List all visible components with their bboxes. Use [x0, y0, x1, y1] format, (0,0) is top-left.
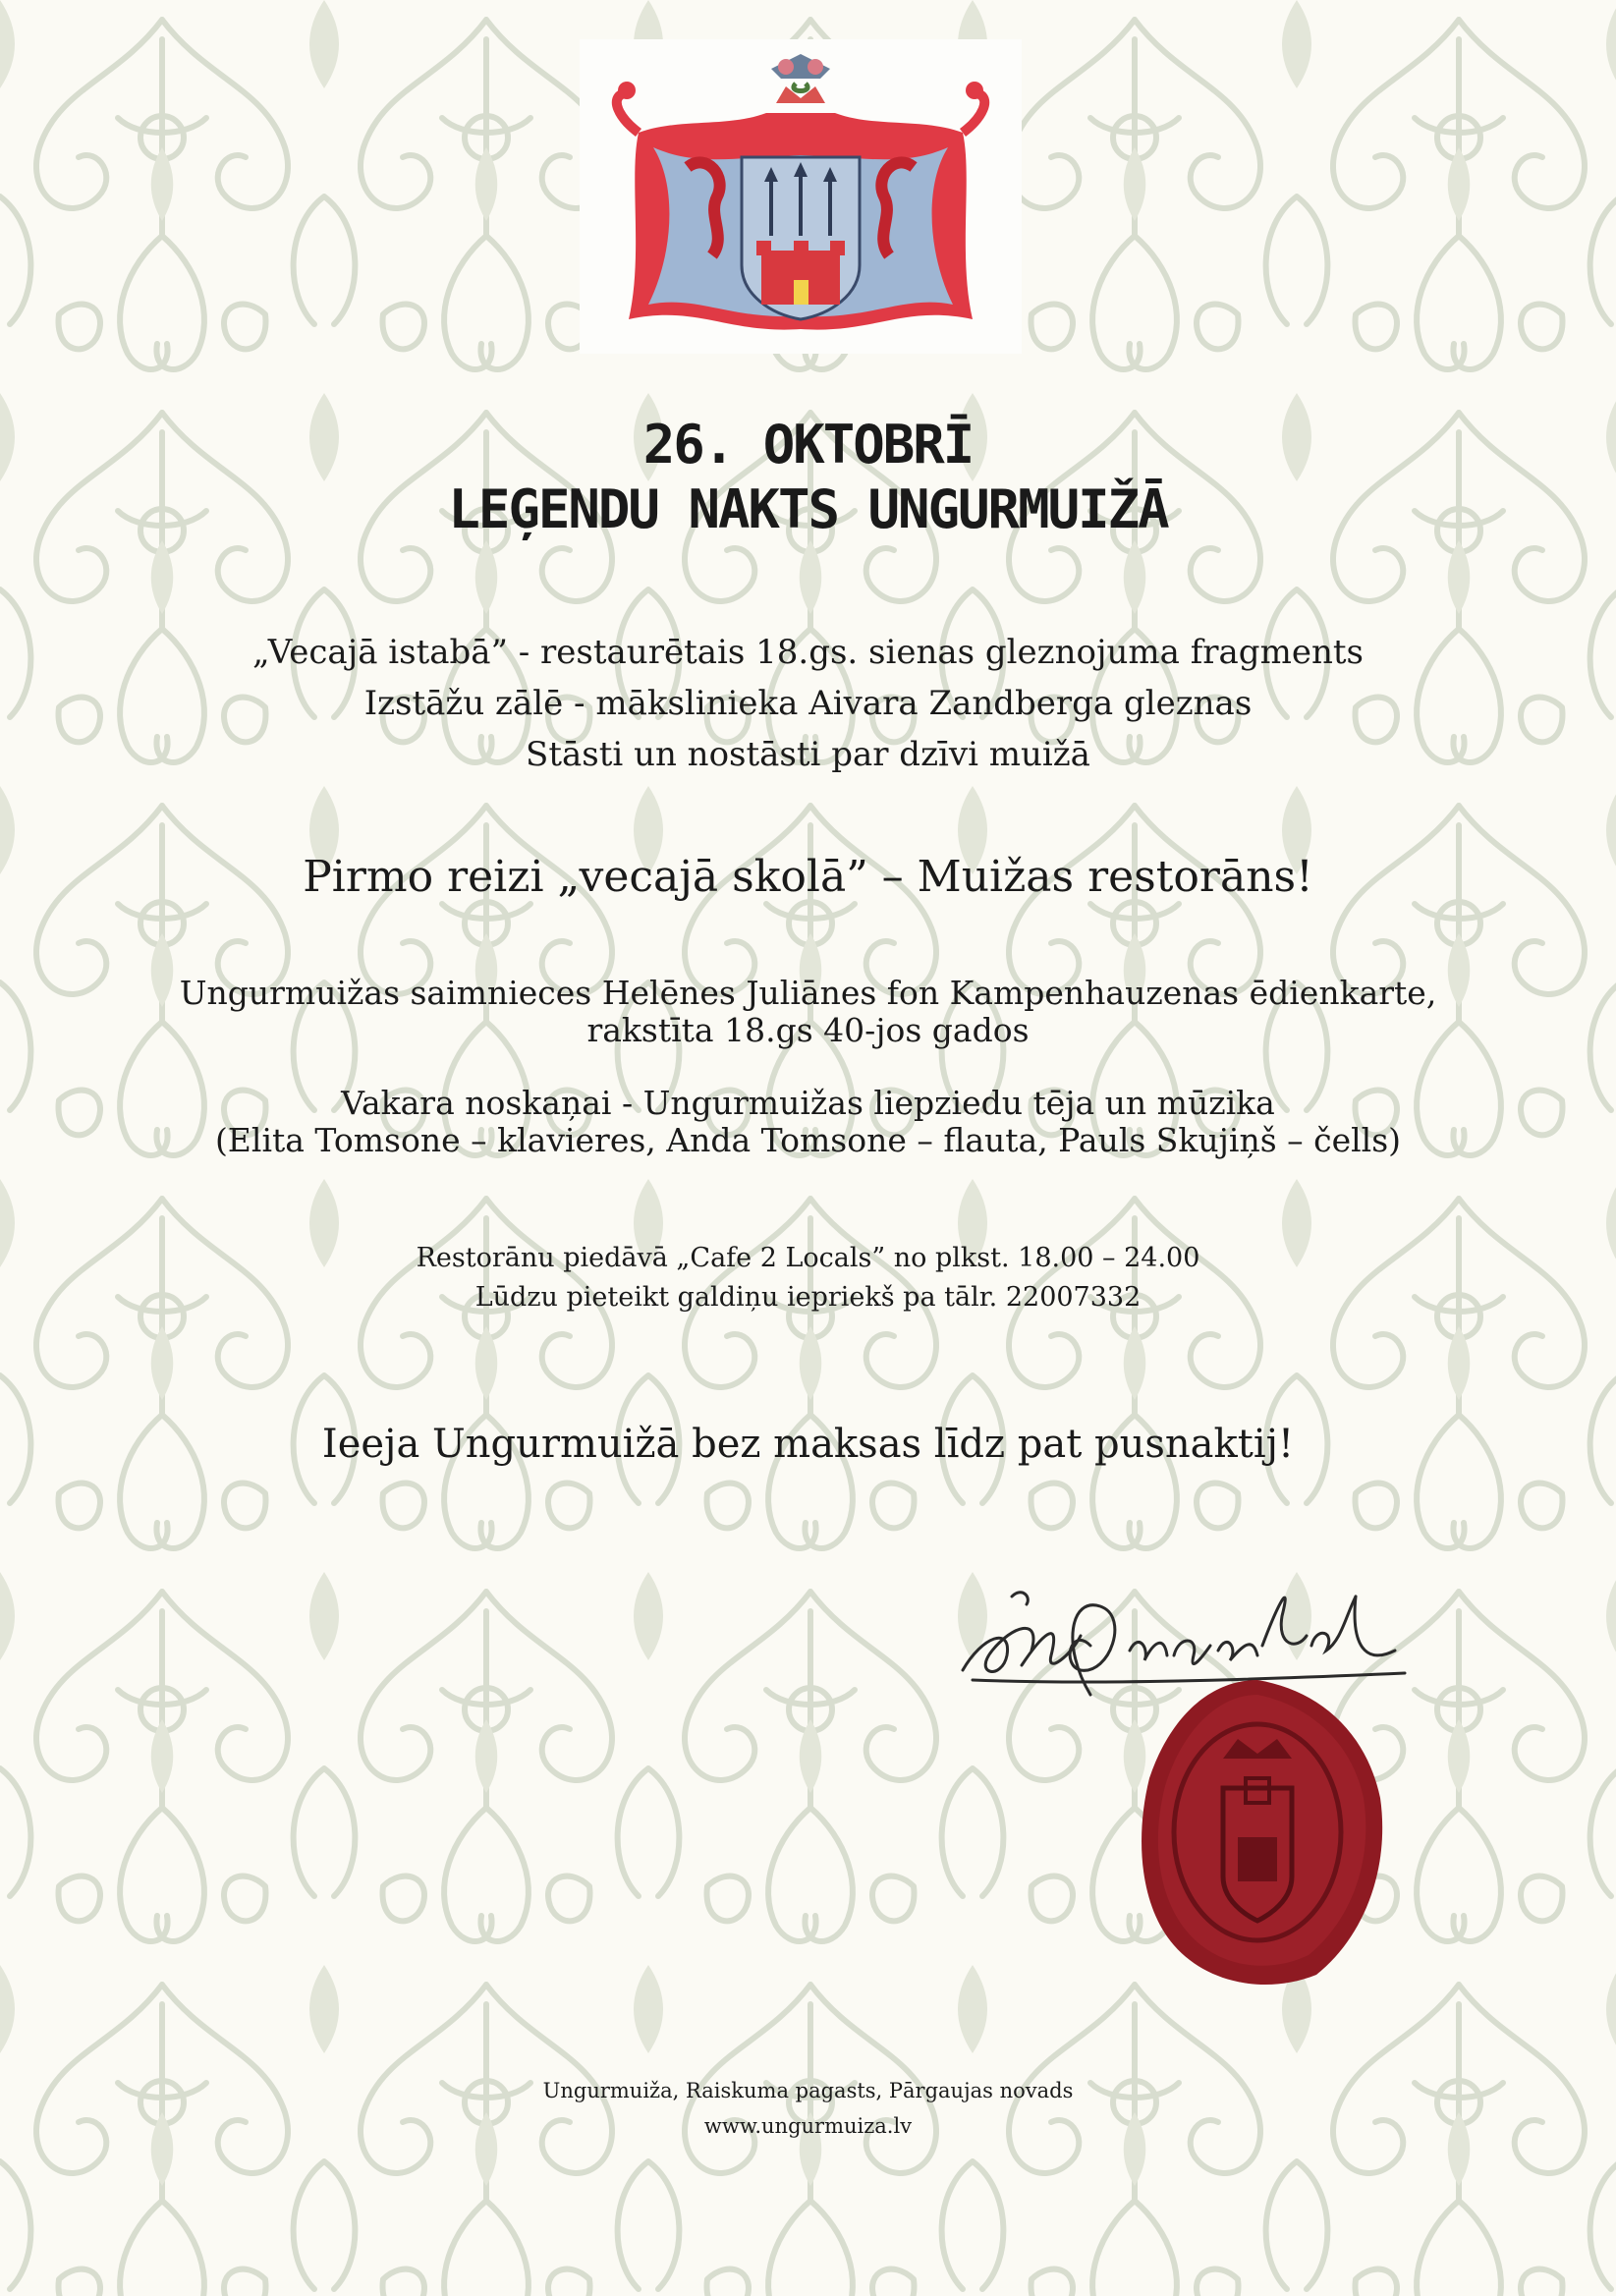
menu-info: [0, 975, 1616, 1049]
footer: [0, 2073, 1616, 2144]
heading-date: 26. OKTOBRĪ: [642, 414, 974, 476]
menu-line: Ungurmuižas saimnieces Helēnes Juliānes fon Kampenhauzenas ēdienkarte,: [179, 974, 1437, 1012]
heading-event-title: LEĢENDU NAKTS UNGURMUIŽĀ: [448, 478, 1168, 540]
evening-line: Vakara noskaņai - Ungurmuižas liepziedu tēja un mūzika: [341, 1084, 1275, 1122]
menu-line: rakstīta 18.gs 40-jos gados: [586, 1011, 1030, 1049]
reservation-info: [0, 1239, 1616, 1317]
musicians-line: (Elita Tomsone – klavieres, Anda Tomsone – flauta, Pauls Skujiņš – čells): [214, 1121, 1402, 1159]
program-line: Izstāžu zālē - mākslinieka Aivara Zandberga gleznas: [363, 684, 1253, 723]
program-line: Stāsti un nostāsti par dzīvi muižā: [526, 735, 1090, 774]
reservation-phone: Lūdzu pieteikt galdiņu iepriekš pa tālr. 22007332: [474, 1282, 1142, 1313]
entry-notice: [0, 1415, 1616, 1474]
announcement-text: Pirmo reizi „vecajā skolā” – Muižas restorāns!: [303, 852, 1313, 902]
heading: [0, 413, 1616, 542]
footer-address: Ungurmuiža, Raiskuma pagasts, Pārgaujas novads: [542, 2079, 1074, 2102]
restaurant-hours: Restorānu piedāvā „Cafe 2 Locals” no plkst. 18.00 – 24.00: [416, 1243, 1200, 1273]
program-list: [0, 627, 1616, 780]
footer-website[interactable]: www.ungurmuiza.lv: [703, 2114, 913, 2138]
entry-text: Ieeja Ungurmuižā bez maksas līdz pat pusnaktij!: [321, 1422, 1295, 1467]
coat-of-arms-icon: [580, 39, 1022, 354]
program-line: „Vecajā istabā” - restaurētais 18.gs. sienas gleznojuma fragments: [252, 633, 1364, 672]
evening-info: [0, 1085, 1616, 1159]
restaurant-announcement: [0, 848, 1616, 907]
wax-seal-icon: [1130, 1670, 1390, 1994]
